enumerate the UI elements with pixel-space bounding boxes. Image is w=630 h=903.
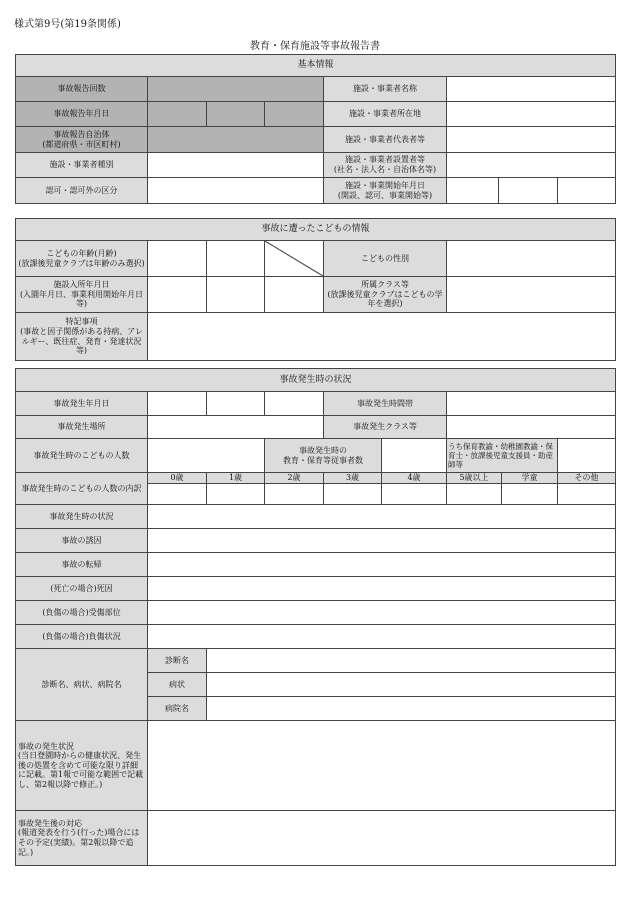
field-child-age-months[interactable]	[207, 241, 265, 277]
label-injury-site: (負傷の場合)受傷部位	[16, 601, 148, 625]
field-injury-state[interactable]	[148, 625, 616, 649]
field-accident-class[interactable]	[447, 416, 616, 439]
label-occurrence: 事故の発生状況 (当日登園時からの健康状況、発生後の処置を含めて可能な限り詳細に記載。第1報で可能な範囲で記載し、第2報以降で修正。)	[16, 721, 148, 811]
field-age-7[interactable]	[558, 484, 616, 505]
field-accident-place[interactable]	[148, 416, 324, 439]
field-age-6[interactable]	[502, 484, 558, 505]
field-staff-count[interactable]	[382, 439, 447, 473]
field-report-month[interactable]	[207, 102, 265, 127]
field-children-count[interactable]	[148, 439, 265, 473]
form-number: 様式第9号(第19条関係)	[14, 19, 121, 30]
label-hospital: 病院名	[148, 697, 207, 721]
field-report-year[interactable]	[148, 102, 207, 127]
label-admission-date: 施設入所年月日 (入園年月日、事業利用開始年月日等)	[16, 277, 148, 313]
field-outcome[interactable]	[148, 553, 616, 577]
label-outcome: 事故の転帰	[16, 553, 148, 577]
field-cause[interactable]	[148, 529, 616, 553]
age-header-2: 2歳	[265, 473, 324, 484]
field-injury-site[interactable]	[148, 601, 616, 625]
field-admission-day[interactable]	[265, 277, 324, 313]
field-admission-year[interactable]	[148, 277, 207, 313]
label-report-date: 事故報告年月日	[16, 102, 148, 127]
age-header-0: 0歳	[148, 473, 207, 484]
label-child-class: 所属クラス等 (放課後児童クラブはこどもの学年を選択)	[324, 277, 447, 313]
field-age-5[interactable]	[447, 484, 502, 505]
field-age-4[interactable]	[382, 484, 447, 505]
label-facility-address: 施設・事業者所在地	[324, 102, 447, 127]
field-qualified-staff[interactable]	[558, 439, 616, 473]
field-accident-time[interactable]	[447, 392, 616, 416]
label-death-cause: (死亡の場合)死因	[16, 577, 148, 601]
field-facility-address[interactable]	[447, 102, 616, 127]
field-child-gender[interactable]	[447, 241, 616, 277]
field-hospital[interactable]	[207, 697, 616, 721]
label-accident-class: 事故発生クラス等	[324, 416, 447, 439]
label-diagnosis-group: 診断名、病状、病院名	[16, 649, 148, 721]
field-occurrence[interactable]	[148, 721, 616, 811]
label-report-count: 事故報告回数	[16, 77, 148, 102]
accident-table	[15, 368, 616, 866]
field-age-0[interactable]	[148, 484, 207, 505]
field-admission-month[interactable]	[207, 277, 265, 313]
field-age-1[interactable]	[207, 484, 265, 505]
field-special-notes[interactable]	[148, 313, 616, 361]
field-child-class[interactable]	[447, 277, 616, 313]
label-children-count: 事故発生時のこどもの人数	[16, 439, 148, 473]
field-representative[interactable]	[447, 127, 616, 153]
label-facility-name: 施設・事業者名称	[324, 77, 447, 102]
field-start-year[interactable]	[447, 178, 499, 204]
label-facility-type: 施設・事業者種別	[16, 153, 148, 178]
age-header-1: 1歳	[207, 473, 265, 484]
age-header-3: 3歳	[324, 473, 382, 484]
field-start-month[interactable]	[499, 178, 558, 204]
field-facility-name[interactable]	[447, 77, 616, 102]
label-children-breakdown: 事故発生時のこどもの人数の内訳	[16, 473, 148, 505]
label-child-age: こどもの年齢(月齢) (放課後児童クラブは年齢のみ選択)	[16, 241, 148, 277]
label-child-gender: こどもの性別	[324, 241, 447, 277]
field-accident-day[interactable]	[265, 392, 324, 416]
label-municipality: 事故報告自治体 (都道府県・市区町村)	[16, 127, 148, 153]
label-condition: 病状	[148, 673, 207, 697]
label-accident-date: 事故発生年月日	[16, 392, 148, 416]
field-age-3[interactable]	[324, 484, 382, 505]
field-response[interactable]	[148, 811, 616, 866]
field-accident-month[interactable]	[207, 392, 265, 416]
age-header-6: 学童	[502, 473, 558, 484]
child-info-table	[15, 218, 616, 361]
label-staff-count: 事故発生時の 教育・保育等従事者数	[265, 439, 382, 473]
label-special-notes: 特記事項 (事故と因子関係がある持病、アレルギー、既往症、発育・発達状況等)	[16, 313, 148, 361]
field-child-age-years[interactable]	[148, 241, 207, 277]
field-establisher[interactable]	[447, 153, 616, 178]
label-accident-place: 事故発生場所	[16, 416, 148, 439]
field-situation[interactable]	[148, 505, 616, 529]
label-accident-time: 事故発生時間帯	[324, 392, 447, 416]
field-diagnosis[interactable]	[207, 649, 616, 673]
field-accident-year[interactable]	[148, 392, 207, 416]
age-header-7: その他	[558, 473, 616, 484]
field-report-day[interactable]	[265, 102, 324, 127]
field-approval-type[interactable]	[148, 178, 324, 204]
label-response: 事故発生後の対応 (報道発表を行う(行った)場合にはその予定(実績)。第2報以降で追記。)	[16, 811, 148, 866]
diagonal-cell	[265, 241, 324, 277]
field-municipality[interactable]	[148, 127, 324, 153]
label-representative: 施設・事業者代表者等	[324, 127, 447, 153]
basic-info-table	[15, 54, 616, 204]
label-situation: 事故発生時の状況	[16, 505, 148, 529]
label-establisher: 施設・事業者設置者等 (社名・法人名・自治体名等)	[324, 153, 447, 178]
label-injury-state: (負傷の場合)負傷状況	[16, 625, 148, 649]
field-condition[interactable]	[207, 673, 616, 697]
label-start-date: 施設・事業開始年月日 (開設、認可、事業開始等)	[324, 178, 447, 204]
label-diagnosis: 診断名	[148, 649, 207, 673]
label-approval-type: 認可・認可外の区分	[16, 178, 148, 204]
label-qualified-staff: うち保育教諭・幼稚園教諭・保育士・放課後児童支援員・助産師等	[447, 439, 558, 473]
section-basic-info: 基本情報	[16, 55, 616, 77]
field-start-day[interactable]	[558, 178, 616, 204]
field-death-cause[interactable]	[148, 577, 616, 601]
field-facility-type[interactable]	[148, 153, 324, 178]
section-accident: 事故発生時の状況	[16, 369, 616, 392]
field-age-2[interactable]	[265, 484, 324, 505]
section-child-info: 事故に遭ったこどもの情報	[16, 219, 616, 241]
page-title: 教育・保育施設等事故報告書	[250, 41, 380, 52]
age-header-5: 5歳以上	[447, 473, 502, 484]
field-report-count[interactable]	[148, 77, 324, 102]
label-cause: 事故の誘因	[16, 529, 148, 553]
age-header-4: 4歳	[382, 473, 447, 484]
